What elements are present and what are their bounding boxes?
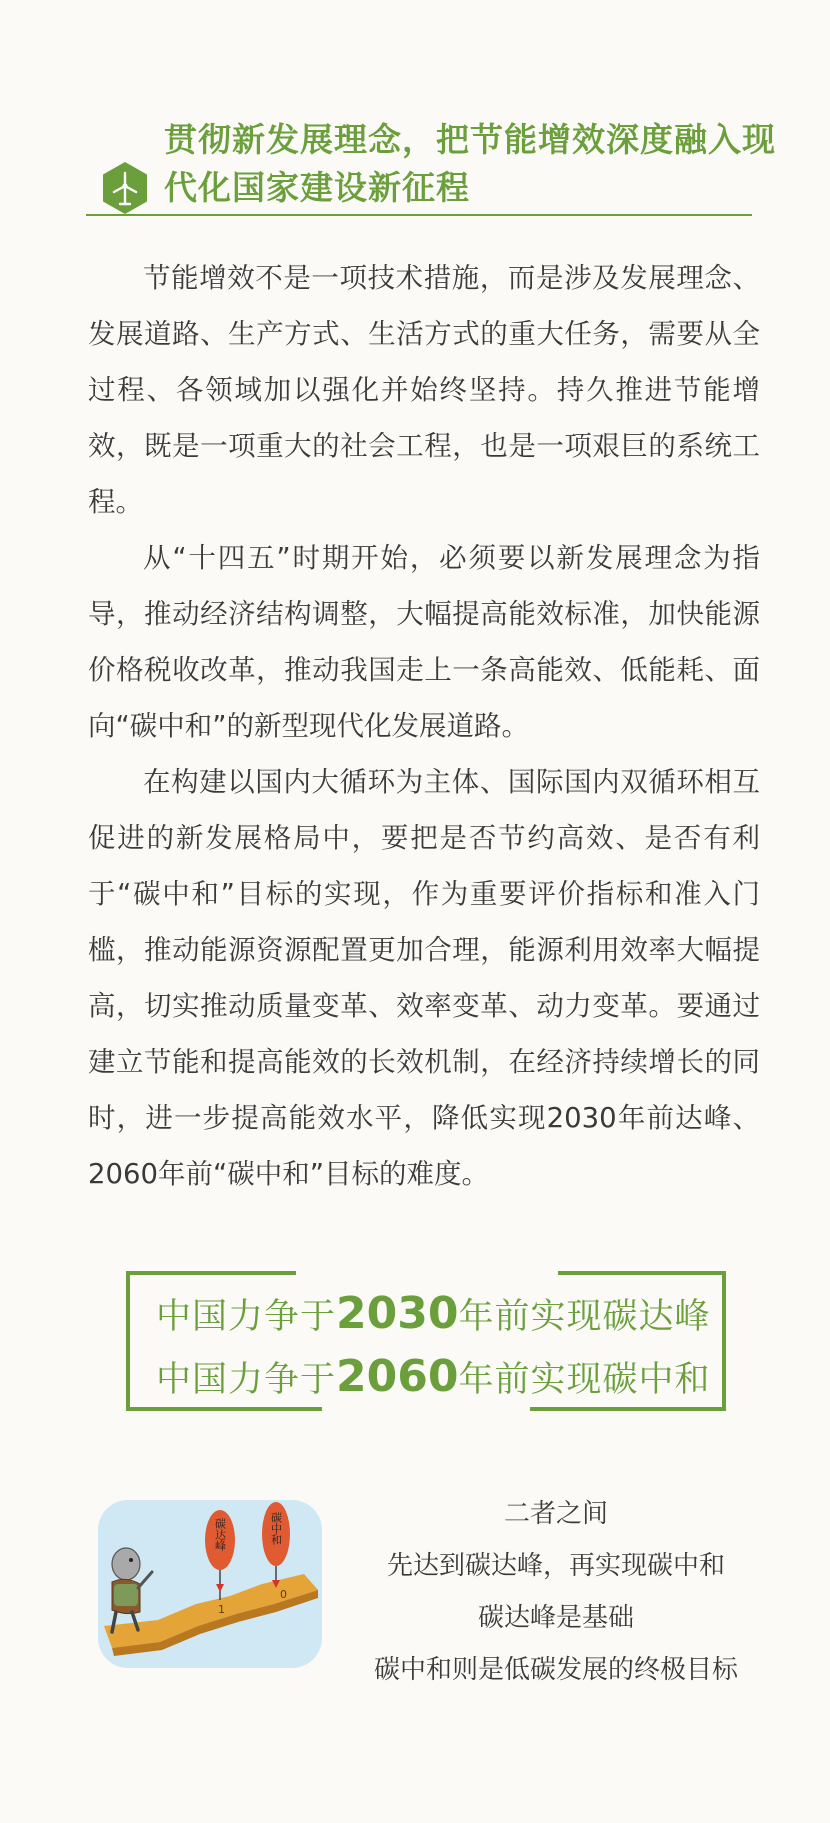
heading-divider	[86, 214, 752, 216]
section-heading	[86, 110, 776, 218]
banner-line1-prefix: 中国力争于	[156, 1297, 337, 1337]
banner-year-2030: 2030	[336, 1288, 459, 1339]
side-line-4: 碳中和则是低碳发展的终极目标	[373, 1655, 738, 1685]
wind-turbine-icon	[100, 160, 150, 216]
relationship-text	[346, 1488, 766, 1696]
side-line-3: 碳达峰是基础	[477, 1603, 634, 1633]
paragraph-3: 在构建以国内大循环为主体、国际国内双循环相互促进的新发展格局中，要把是否节约高效、是否有利于“碳中和”目标的实现，作为重要评价指标和准入门槛，推动能源资源配置更加合理，能源利用效率大幅提高，切实推动质量变革、效率变革、动力变革。要通过建立节能和提高能效的长效机制，在经济持续增长的同时，进一步提高能效水平，降低实现2030年前达峰、2060年前“碳中和”目标的难度。	[88, 766, 760, 1190]
banner-line-2060	[156, 1347, 716, 1410]
page-title	[164, 116, 776, 212]
banner-line2-prefix: 中国力争于	[156, 1360, 337, 1400]
side-line-2: 先达到碳达峰，再实现碳中和	[386, 1551, 725, 1581]
side-line-1: 二者之间	[503, 1499, 608, 1529]
balloon-label-peak: 碳达峰	[213, 1518, 227, 1551]
title-line-2: 代化国家建设新征程	[164, 168, 470, 207]
paragraph-1: 节能增效不是一项技术措施，而是涉及发展理念、发展道路、生产方式、生活方式的重大任务，需要从全过程、各领域加以强化并始终坚持。持久推进节能增效，既是一项重大的社会工程，也是一项艰巨的系统工程。	[88, 262, 760, 518]
goal-banner	[126, 1270, 726, 1412]
step-marker-1: 1	[218, 1603, 225, 1616]
banner-line-2030	[156, 1284, 716, 1347]
step-marker-0: 0	[280, 1588, 287, 1601]
paragraph-2: 从“十四五”时期开始，必须要以新发展理念为指导，推动经济结构调整，大幅提高能效标准，加快能源价格税收改革，推动我国走上一条高能效、低能耗、面向“碳中和”的新型现代化发展道路。	[88, 542, 760, 742]
banner-line1-suffix: 年前实现碳达峰	[458, 1297, 711, 1337]
carbon-path-illustration	[98, 1500, 322, 1668]
title-line-1: 贯彻新发展理念，把节能增效深度融入现	[164, 120, 776, 159]
banner-text	[156, 1284, 716, 1410]
balloon-label-neutral: 碳中和	[269, 1512, 283, 1545]
banner-year-2060: 2060	[336, 1351, 459, 1402]
banner-line2-suffix: 年前实现碳中和	[458, 1360, 711, 1400]
body-text	[88, 250, 760, 1202]
